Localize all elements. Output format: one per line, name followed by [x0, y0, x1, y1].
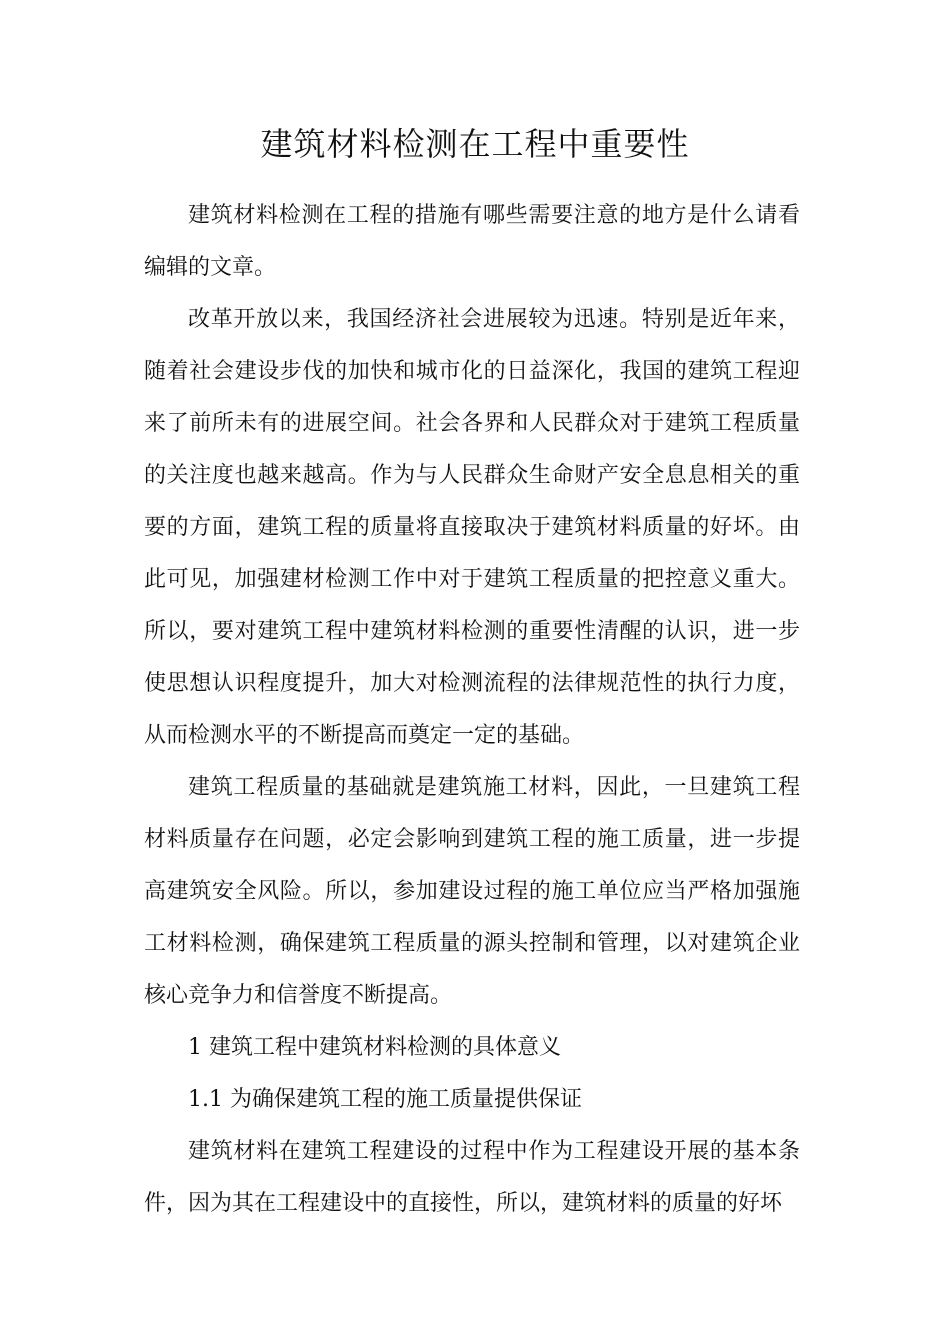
- paragraph-material-basis: 建筑工程质量的基础就是建筑施工材料，因此，一旦建筑工程材料质量存在问题，必定会影响到建筑工程的施工质量，进一步提高建筑安全风险。所以，参加建设过程的施工单位应当严格加强施工材料检测，确保建筑工程质量的源头控制和管理，以对建筑企业核心竞争力和信誉度不断提高。: [144, 775, 800, 1008]
- paragraph-intro: 建筑材料检测在工程的措施有哪些需要注意的地方是什么请看编辑的文章。: [144, 203, 800, 280]
- section-heading-1: 1 建筑工程中建筑材料检测的具体意义: [188, 1035, 561, 1060]
- document-title: 建筑材料检测在工程中重要性: [260, 125, 690, 163]
- document-body: [144, 190, 800, 1230]
- paragraph-material-conditions: 建筑材料在建筑工程建设的过程中作为工程建设开展的基本条件，因为其在工程建设中的直接性，所以，建筑材料的质量的好坏: [144, 1139, 800, 1216]
- paragraph-background: 改革开放以来，我国经济社会进展较为迅速。特别是近年来，随着社会建设步伐的加快和城市化的日益深化，我国的建筑工程迎来了前所未有的进展空间。社会各界和人民群众对于建筑工程质量的关注度也越来越高。作为与人民群众生命财产安全息息相关的重要的方面，建筑工程的质量将直接取决于建筑材料质量的好坏。由此可见，加强建材检测工作中对于建筑工程质量的把控意义重大。所以，要对建筑工程中建筑材料检测的重要性清醒的认识，进一步使思想认识程度提升，加大对检测流程的法律规范性的执行力度，从而检测水平的不断提高而奠定一定的基础。: [144, 307, 800, 748]
- section-heading-1-1: 1.1 为确保建筑工程的施工质量提供保证: [188, 1087, 582, 1112]
